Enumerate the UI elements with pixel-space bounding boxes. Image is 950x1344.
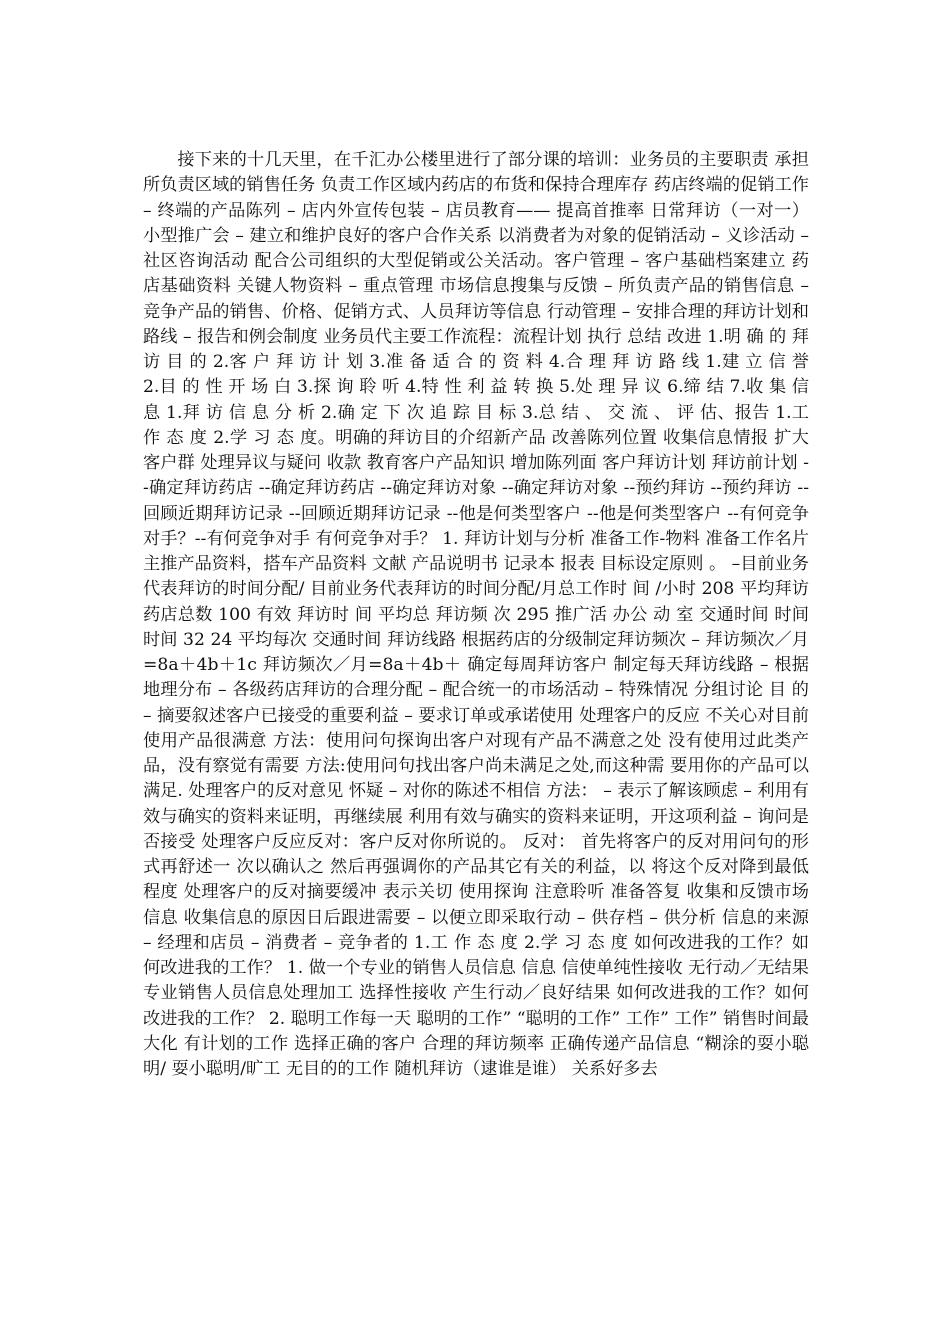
body-paragraph: 接下来的十几天里，在千汇办公楼里进行了部分课的培训：业务员的主要职责 承担所负责区域的销售任务 负责工作区域内药店的布货和保持合理库存 药店终端的促销工作 – 终端的产品陈列 – 店内外宣传包装 – 店员教育—— 提高首推率 日常拜访（一对一） 小型推广会 – 建立和维护良好的客户合作关系 以消费者为对象的促销活动 – 义诊活动 – 社区咨询活动 配合公司组织的大型促销或公关活动。客户管理 – 客户基础档案建立 药店基础资料 关键人物资料 – 重点管理 市场信息搜集与反馈 – 所负责产品的销售信息 – 竞争产品的销售、价格、促销方式、人员拜访等信息 行动管理 – 安排合理的拜访计划和路线 – 报告和例会制度 业务员代主要工作流程：流程计划 执行 总结 改进 1.明 确 的 拜 访 目 的 2.客 户 拜 访 计 划 3.准 备 适 合 的 资 料 4.合 理 拜 访 路 线 1.建 立 信 誉 2.目 的 性 开 场 白 3.探 询 聆 听 4.特 性 利 益 转 换 5.处 理 异 议 6.缔 结 7.收 集 信 息 1.拜 访 信 息 分 析 2.确 定 下 次 追 踪 目 标 3.总 结 、 交 流 、 评 估、报告 1.工 作 态 度 2.学 习 态 度。明确的拜访目的介绍新产品 改善陈列位置 收集信息情报 扩大客户群 处理异议与疑问 收款 教育客户产品知识 增加陈列面 客户拜访计划 拜访前计划 --确定拜访药店 --确定拜访药店 --确定拜访对象 --确定拜访对象 --预约拜访 --预约拜访 --回顾近期拜访记录 --回顾近期拜访记录 --他是何类型客户 --他是何类型客户 --有何竞争对手？--有何竞争对手 有何竞争对手？ 1. 拜访计划与分析 准备工作-物料 准备工作名片 主推产品资料，搭车产品资料 文献 产品说明书 记录本 报表 目标设定原则 。 –目前业务代表拜访的时间分配/ 目前业务代表拜访的时间分配/月总工作时 间 /小时 208 平均拜访 药店总数 100 有效 拜访时 间 平均总 拜访频 次 295 推广活 办公 动 室 交通时间 时间 时间 32 24 平均每次 交通时间 拜访线路 根据药店的分级制定拜访频次 – 拜访频次／月=8a＋4b＋1c 拜访频次／月=8a＋4b＋ 确定每周拜访客户 制定每天拜访线路 – 根据地理分布 – 各级药店拜访的合理分配 – 配合统一的市场活动 – 特殊情况 分组讨论 目 的 – 摘要叙述客户已接受的重要利益 – 要求订单或承诺使用 处理客户的反应 不关心对目前使用产品很满意 方法：使用问句探询出客户对现有产品不满意之处 没有使用过此类产品，没有察觉有需要 方法:使用问句找出客户尚未满足之处,而这种需 要用你的产品可以满足. 处理客户的反对意见 怀疑 – 对你的陈述不相信 方法： – 表示了解该顾虑 – 利用有效与确实的资料来证明，再继续展 利用有效与确实的资料来证明，开这项利益 – 询问是否接受 处理客户反应反对：客户反对你所说的。 反对： 首先将客户的反对用问句的形式再舒述一 次以确认之 然后再强调你的产品其它有关的利益，以 将这个反对降到最低程度 处理客户的反对摘要缓冲 表示关切 使用探询 注意聆听 准备答复 收集和反馈市场信息 收集信息的原因日后跟进需要 – 以便立即采取行动 – 供存档 – 供分析 信息的来源 – 经理和店员 – 消费者 – 竞争者的 1.工 作 态 度 2.学 习 态 度 如何改进我的工作？如何改进我的工作？ 1. 做一个专业的销售人员信息 信息 信使单纯性接收 无行动／无结果 专业销售人员信息处理加工 选择性接收 产生行动／良好结果 如何改进我的工作？如何改进我的工作？ 2. 聪明工作每一天 聪明的工作” “聪明的工作” 工作” 工作” 销售时间最大化 有计划的工作 选择正确的客户 合理的拜访频率 正确传递产品信息 “糊涂的耍小聪明/ 耍小聪明/旷工 无目的的工作 随机拜访（逮谁是谁） 关系好多去 — [143, 150, 809, 1079]
